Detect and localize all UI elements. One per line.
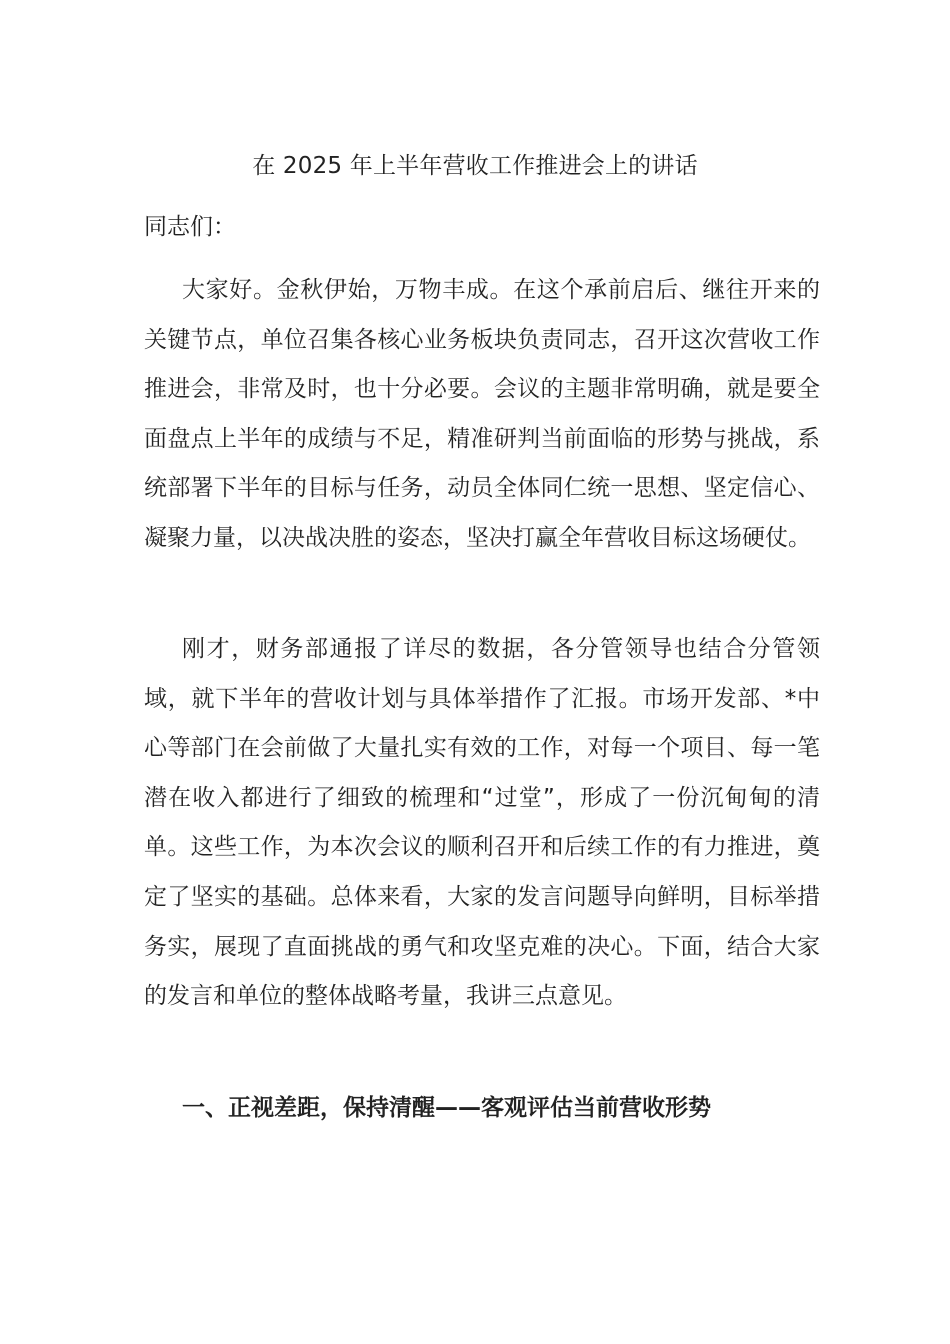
salutation: 同志们：: [144, 214, 236, 240]
document-title: 在 2025 年上半年营收工作推进会上的讲话: [252, 153, 698, 179]
paragraph-review: 刚才，财务部通报了详尽的数据，各分管领导也结合分管领域，就下半年的营收计划与具体举措作了汇报。市场开发部、*中心等部门在会前做了大量扎实有效的工作，对每一个项目、每一笔潜在收入都进行了细致的梳理和“过堂”，形成了一份沉甸甸的清单。这些工作，为本次会议的顺利召开和后续工作的有力推进，奠定了坚实的基础。总体来看，大家的发言问题导向鲜明，目标举措务实，展现了直面挑战的勇气和攻坚克难的决心。下面，结合大家的发言和单位的整体战略考量，我讲三点意见。: [144, 636, 820, 1010]
paragraph-opening: 大家好。金秋伊始，万物丰成。在这个承前启后、继往开来的关键节点，单位召集各核心业务板块负责同志，召开这次营收工作推进会，非常及时，也十分必要。会议的主题非常明确，就是要全面盘点上半年的成绩与不足，精准研判当前面临的形势与挑战，系统部署下半年的目标与任务，动员全体同仁统一思想、坚定信心、凝聚力量，以决战决胜的姿态，坚决打赢全年营收目标这场硬仗。: [144, 277, 820, 551]
section-heading: 一、正视差距，保持清醒——客观评估当前营收形势: [182, 1095, 711, 1121]
